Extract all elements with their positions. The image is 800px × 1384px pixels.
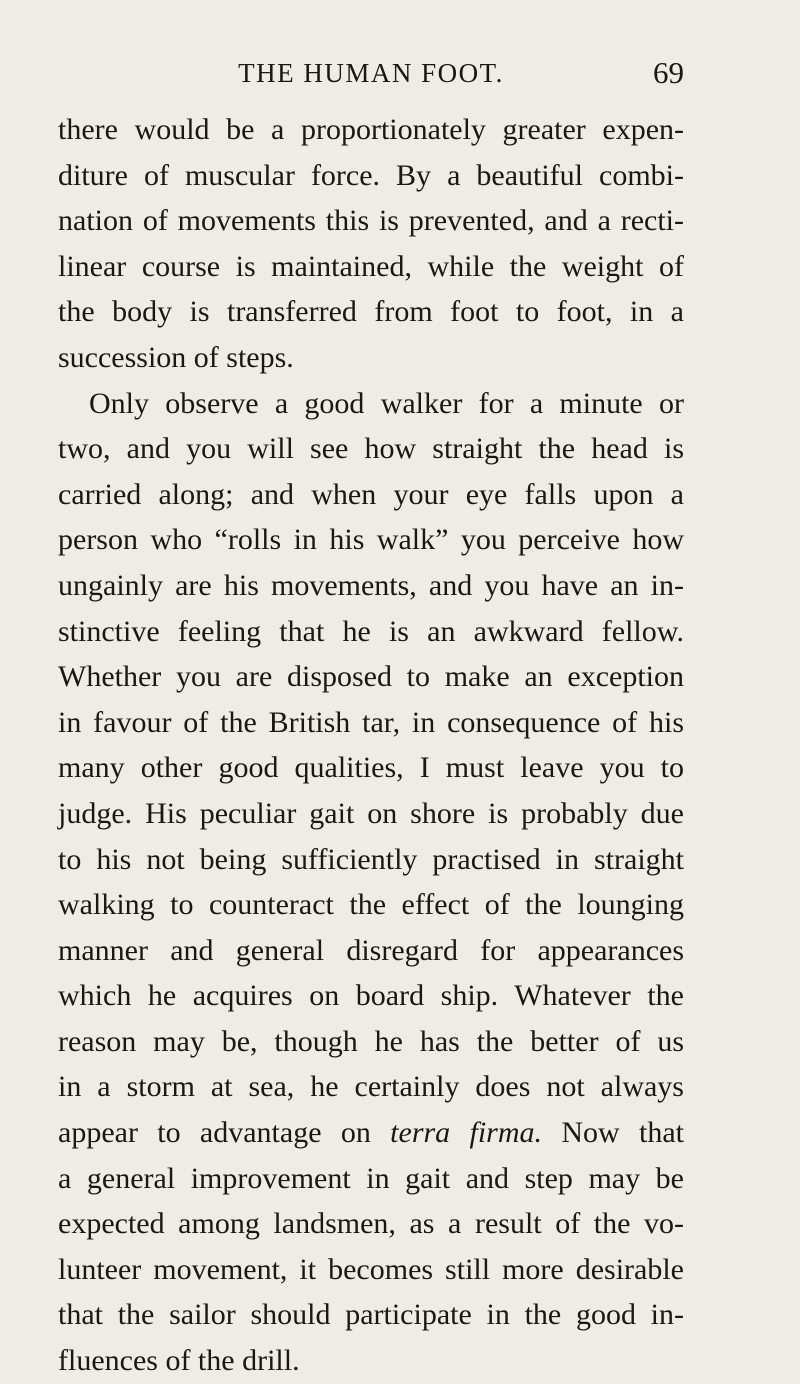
text-line: in a storm at sea, he certainly does not always [58, 1070, 684, 1104]
italic-phrase: terra firma. [390, 1116, 543, 1150]
text-line: which he acquires on board ship. Whatever the [58, 979, 684, 1013]
text-line: fluences of the drill. [58, 1344, 300, 1378]
text-line: lunteer movement, it becomes still more desirable [58, 1252, 684, 1286]
text-line: there would be a proportionately greater expen- [58, 113, 684, 146]
text-line: linear course is maintained, while the weight of [58, 249, 684, 283]
text-line: nation of movements this is prevented, and a recti- [58, 204, 684, 238]
text-line: reason may be, though he has the better of us [58, 1024, 684, 1058]
text-line: Only observe a good walker for a minute or [89, 386, 684, 420]
text-line: expected among landsmen, as a result of the vo- [58, 1207, 684, 1241]
text-line: many other good qualities, I must leave you to [58, 751, 684, 785]
text-line: that the sailor should participate in the good in- [58, 1298, 684, 1332]
text-line-with-italic [58, 1110, 684, 1156]
body-text [58, 107, 684, 1384]
text-line: walking to counteract the effect of the lounging [58, 888, 684, 922]
text-line: carried along; and when your eye falls upon a [58, 477, 684, 511]
text-line: judge. His peculiar gait on shore is probably due [58, 796, 684, 830]
text-segment: appear to advantage on [58, 1116, 391, 1150]
running-head [58, 55, 684, 95]
text-line: the body is transferred from foot to foot, in a [58, 295, 684, 329]
text-line: manner and general disregard for appearances [58, 933, 684, 967]
page-number: 69 [653, 55, 684, 90]
text-segment: Now that [542, 1116, 684, 1150]
text-line: diture of muscular force. By a beautiful combi- [58, 158, 684, 192]
text-line: two, and you will see how straight the head is [58, 432, 684, 466]
text-line: Whether you are disposed to make an exception [58, 660, 684, 694]
running-title: THE HUMAN FOOT. [238, 58, 504, 88]
text-line: stinctive feeling that he is an awkward fellow. [58, 614, 684, 648]
text-line: ungainly are his movements, and you have an in- [58, 568, 684, 602]
text-line: succession of steps. [58, 340, 294, 374]
text-line: to his not being sufficiently practised in straight [58, 842, 684, 876]
text-line: person who “rolls in his walk” you perceive how [58, 523, 684, 557]
text-line: a general improvement in gait and step may be [58, 1161, 684, 1195]
text-line: in favour of the British tar, in consequence of his [58, 705, 684, 739]
